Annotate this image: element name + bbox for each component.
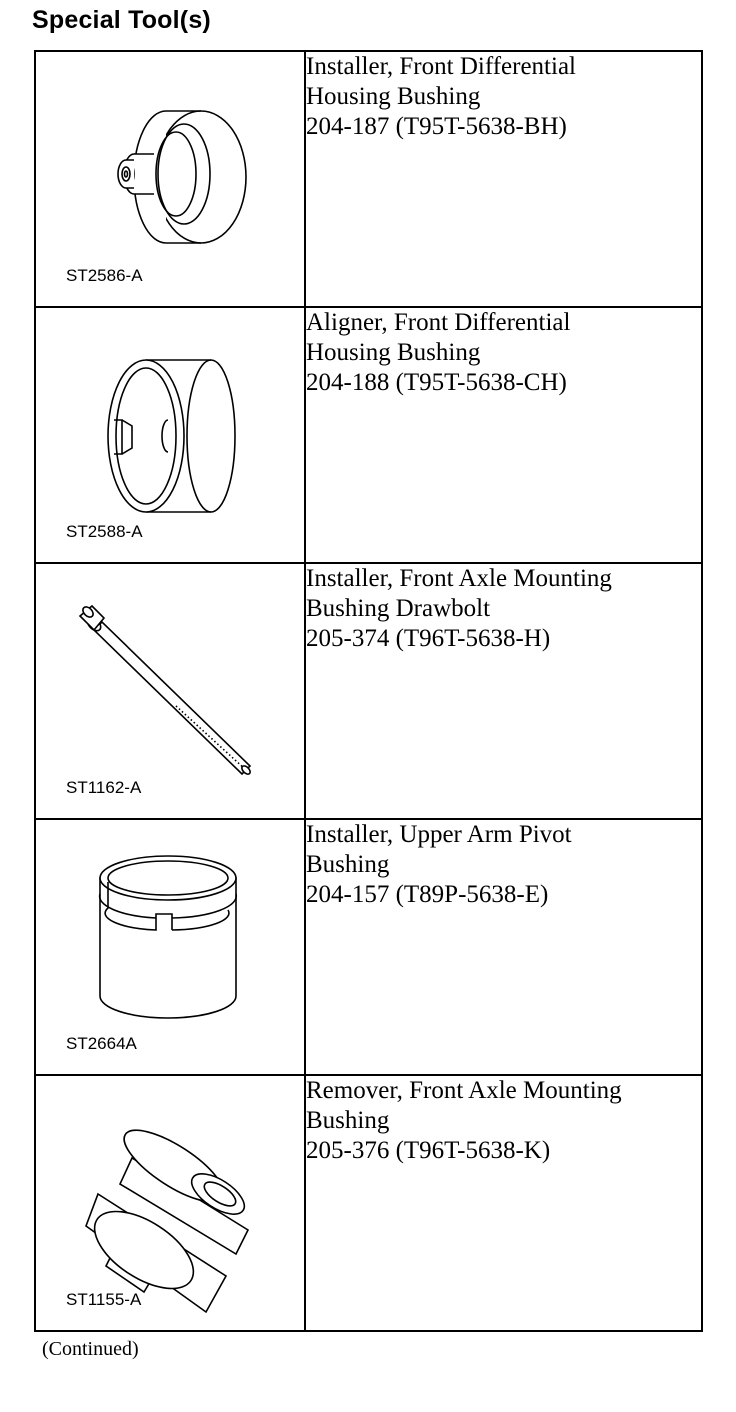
tool-illustration-cell (35, 563, 305, 819)
tool-description (305, 1075, 702, 1331)
tool-name-line2: Housing Bushing (306, 339, 481, 366)
tool-illustration-cell (35, 307, 305, 563)
tool-name-line2: Bushing (306, 1107, 390, 1134)
tool-code: ST2586-A (66, 266, 143, 285)
tool-row (35, 51, 702, 307)
tool-code: ST1155-A (66, 1290, 142, 1309)
tool-number: 205-376 (T96T-5638-K) (306, 1137, 551, 1164)
tool-code: ST2588-A (66, 522, 143, 541)
tool-row (35, 563, 702, 819)
tool-number: 205-374 (T96T-5638-H) (306, 625, 551, 652)
tool-name: Installer, Front Axle Mounting (306, 565, 612, 592)
tool-row (35, 819, 702, 1075)
tool-row (35, 307, 702, 563)
tool-code: ST2664A (66, 1034, 137, 1053)
tool-row (35, 1075, 702, 1331)
tool-number: 204-188 (T95T-5638-CH) (306, 369, 567, 396)
tool-number: 204-157 (T89P-5638-E) (306, 881, 549, 908)
tool-code: ST1162-A (66, 778, 142, 797)
tool-illustration-cell (35, 1075, 305, 1331)
tool-name: Installer, Upper Arm Pivot (306, 821, 572, 848)
tool-description (305, 307, 702, 563)
tool-name-line2: Housing Bushing (306, 83, 481, 110)
tool-description (305, 563, 702, 819)
tool-illustration-cell (35, 819, 305, 1075)
tool-name: Installer, Front Differential (306, 53, 576, 80)
tool-illustration-cell (35, 51, 305, 307)
tool-name-line2: Bushing (306, 851, 390, 878)
tool-name-line2: Bushing Drawbolt (306, 595, 491, 622)
tool-number: 204-187 (T95T-5638-BH) (306, 113, 567, 140)
tool-description (305, 819, 702, 1075)
special-tools-table (34, 50, 703, 1332)
tool-description (305, 51, 702, 307)
continued-note: (Continued) (42, 1338, 139, 1360)
page-title: Special Tool(s) (32, 6, 211, 34)
tool-name: Aligner, Front Differential (306, 309, 571, 336)
tool-name: Remover, Front Axle Mounting (306, 1077, 622, 1104)
